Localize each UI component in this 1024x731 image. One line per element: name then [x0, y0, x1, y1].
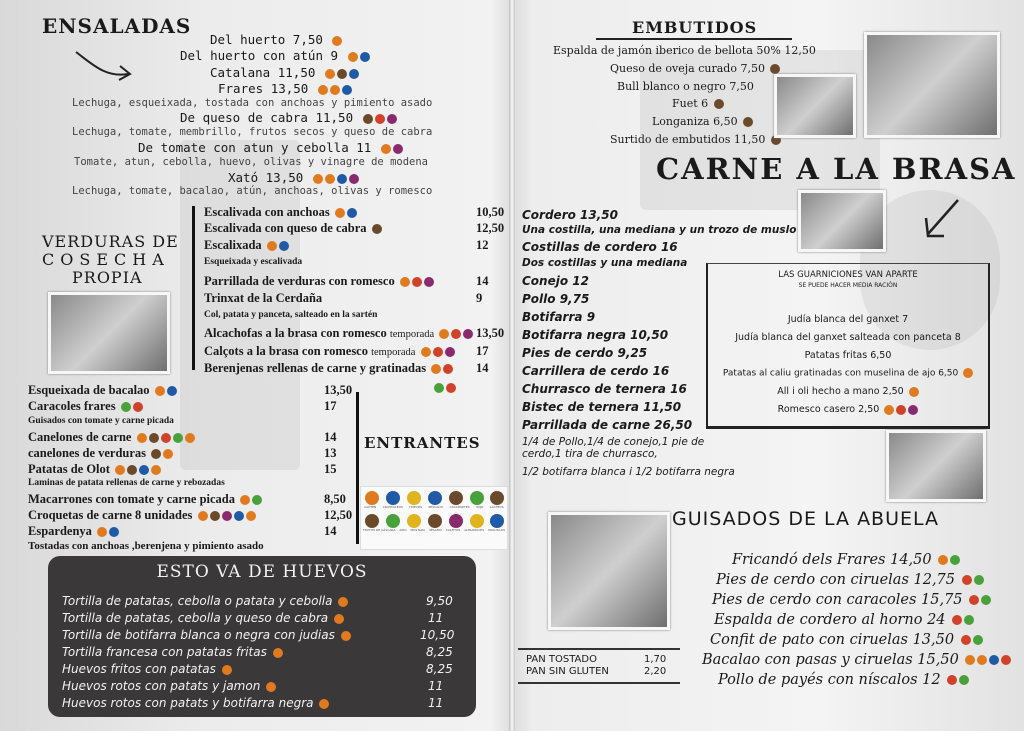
guisados-item: Fricandó dels Frares 14,50 — [732, 552, 960, 568]
guarniciones-item: All i oli hecho a mano 2,50 — [708, 386, 988, 397]
allergen-icon — [433, 347, 443, 357]
guisados-title: GUISADOS DE LA ABUELA — [672, 508, 940, 530]
allergen-icon — [412, 277, 422, 287]
allergen-icon — [372, 224, 382, 234]
allergen-label: CACAHUETES — [449, 505, 470, 509]
allergen-icon — [273, 648, 283, 658]
tractor-photo — [48, 292, 170, 374]
ensaladas-item: Frares 13,50 — [218, 81, 352, 96]
entrantes-price: 14 — [324, 524, 337, 538]
embutidos-item: Surtido de embutidos 11,50 — [610, 133, 781, 146]
carne-item: Cordero 13,50 — [522, 208, 619, 222]
allergen-icon — [431, 364, 441, 374]
allergen-icon — [969, 595, 979, 605]
verduras-item: Trinxat de la Cerdaña — [204, 291, 323, 305]
huevos-item: Tortilla de botifarra blanca o negra con judias — [62, 628, 351, 642]
verduras-item: Alcachofas a la brasa con romesco temporada — [204, 326, 473, 341]
entrantes-item: Croquetas de carne 8 unidades — [28, 508, 256, 523]
crustaceos-icon — [386, 491, 400, 505]
verduras-desc: Col, patata y panceta, salteado en la sartén — [204, 310, 378, 320]
huevos-item: Tortilla de patatas, cebolla o patata y cebolla — [62, 594, 348, 608]
allergen-icon — [173, 433, 183, 443]
verduras-desc: Esqueixada y escalivada — [204, 257, 303, 267]
allergen-label: SULFITOS — [445, 528, 461, 532]
entrantes-desc: Laminas de patata rellenas de carne y rebozadas — [28, 478, 225, 488]
entrantes-item: Patatas de Olot — [28, 462, 161, 477]
divider — [518, 648, 680, 650]
carne-item: Botifarra 9 — [522, 310, 596, 324]
carne-item: Bistec de ternera 11,50 — [522, 400, 682, 414]
allergen-icon — [381, 144, 391, 154]
entrantes-title: ENTRANTES — [364, 434, 481, 452]
huevos-price: 10,50 — [420, 628, 455, 642]
allergen-icon — [127, 465, 137, 475]
allergen-icon — [348, 52, 358, 62]
allergen-icon — [222, 665, 232, 675]
verduras-price: 10,50 — [476, 205, 505, 219]
entrantes-item: Espardenya — [28, 524, 119, 539]
allergen-icon — [121, 402, 131, 412]
allergen-icon — [360, 52, 370, 62]
huevos-price: 8,25 — [426, 662, 453, 676]
entrantes-desc: Tostadas con anchoas ,berenjena y pimiento asado — [28, 540, 264, 552]
ensaladas-desc: Lechuga, tomate, membrillo, frutos secos y queso de cabra — [72, 126, 433, 138]
allergen-icon — [210, 511, 220, 521]
carne-item: Costillas de cordero 16 — [522, 240, 678, 254]
guarniciones-item: Judía blanca del ganxet 7 — [787, 314, 909, 325]
allergen-icon — [325, 174, 335, 184]
lacteos-icon — [490, 491, 504, 505]
sulfitos-icon — [449, 514, 463, 528]
allergen-icon — [961, 635, 971, 645]
allergen-icon — [963, 368, 973, 378]
verduras-title-line3: PROPIA — [72, 268, 143, 287]
verduras-price: 12 — [476, 238, 489, 252]
verduras-price: 14 — [476, 361, 489, 375]
allergen-icon — [908, 405, 918, 415]
allergen-icon — [163, 449, 173, 459]
carne-desc: 1/4 de Pollo,1/4 de conejo,1 pie de cerdo,1 tira de churrasco, — [522, 436, 705, 460]
carne-item: Parrillada de carne 26,50 — [522, 418, 693, 432]
allergen-label: SÉSAMO — [429, 528, 442, 532]
ensaladas-desc: Lechuga, esqueixada, tostada con anchoas y pimiento asado — [72, 97, 433, 109]
altramuces-icon — [470, 514, 484, 528]
allergen-icon — [938, 555, 948, 565]
carne-desc: 1/2 botifarra blanca i 1/2 botifarra negra — [522, 466, 735, 478]
verduras-title-line2: COSECHA — [42, 250, 170, 269]
allergen-icon — [139, 465, 149, 475]
village-photo — [798, 190, 886, 252]
verduras-item: Escalivada con anchoas — [204, 205, 357, 220]
sesamo-icon — [428, 514, 442, 528]
allergen-icon — [714, 99, 724, 109]
allergen-icon — [393, 144, 403, 154]
allergen-icon — [770, 64, 780, 74]
embutidos-item: Fuet 6 — [672, 97, 724, 110]
huevos-board — [48, 556, 476, 717]
entrantes-item: Macarrones con tomate y carne picada — [28, 492, 262, 507]
divider — [356, 392, 359, 544]
guarniciones-item: Judía blanca del ganxet salteada con panceta 8 — [735, 332, 961, 343]
huevos-item: Huevos rotos con patats y botifarra negra — [62, 696, 329, 710]
allergen-icon — [185, 433, 195, 443]
carne-item: Conejo 12 — [522, 274, 589, 288]
allergen-label: LÁCTEOS — [489, 505, 504, 509]
embutidos-item: Queso de oveja curado 7,50 — [610, 62, 780, 75]
soja-icon — [470, 491, 484, 505]
allergen-icon — [896, 405, 906, 415]
allergen-icon — [349, 69, 359, 79]
market-photo — [886, 430, 986, 502]
allergen-icon — [743, 117, 753, 127]
entrantes-price: 13 — [324, 446, 337, 460]
guisados-item: Espalda de cordero al horno 24 — [714, 612, 974, 628]
ensaladas-item: De queso de cabra 11,50 — [180, 110, 397, 125]
carne-desc: Una costilla, una mediana y un trozo de muslo — [522, 224, 797, 236]
pan-price: 2,20 — [644, 666, 667, 677]
allergen-icon — [109, 527, 119, 537]
verduras-item: Berenjenas rellenas de carne y gratinadas — [204, 361, 453, 376]
huevos-item: Tortilla de patatas, cebolla y queso de cabra — [62, 611, 344, 625]
guarniciones-box — [706, 263, 990, 429]
ensaladas-item: Del huerto con atún 9 — [180, 48, 370, 63]
entrantes-price: 17 — [324, 399, 337, 413]
guarniciones-item: Romesco casero 2,50 — [708, 404, 988, 415]
entrantes-item: Esqueixada de bacalao — [28, 383, 177, 398]
allergen-label: HUEVOS — [409, 505, 423, 509]
allergen-label: PESCADO — [428, 505, 443, 509]
allergen-icon — [421, 347, 431, 357]
entrantes-desc: Guisados con tomate y carne picada — [28, 416, 174, 426]
allergen-icon — [198, 511, 208, 521]
allergen-icon — [342, 85, 352, 95]
allergen-icon — [439, 329, 449, 339]
allergen-icon — [222, 511, 232, 521]
allergen-icon — [424, 277, 434, 287]
arrow-icon — [72, 44, 136, 84]
embutidos-item: Espalda de jamón iberico de bellota 50% 12,50 — [553, 44, 816, 57]
allergen-label: MOLUSCOS — [488, 528, 505, 532]
verduras-item: Parrillada de verduras con romesco — [204, 274, 434, 289]
allergen-icon — [279, 241, 289, 251]
guisados-item: Pollo de payés con níscalos 12 — [718, 672, 969, 688]
allergen-icon — [964, 615, 974, 625]
allergen-icon — [349, 174, 359, 184]
ensaladas-desc: Lechuga, tomate, bacalao, atún, anchoas, olivas y romesco — [72, 185, 433, 197]
huevos-item: Huevos fritos con patatas — [62, 662, 232, 676]
allergen-icon — [446, 383, 456, 393]
allergen-icon — [267, 241, 277, 251]
allergen-icon — [332, 36, 342, 46]
pan-item: PAN TOSTADO — [526, 654, 597, 665]
allergen-legend — [360, 486, 508, 550]
gluten-icon — [365, 491, 379, 505]
allergen-icon — [234, 511, 244, 521]
allergen-icons — [432, 377, 456, 396]
allergen-icon — [965, 655, 975, 665]
allergen-icon — [115, 465, 125, 475]
allergen-icon — [240, 495, 250, 505]
allergen-icon — [318, 85, 328, 95]
carne-item: Churrasco de ternera 16 — [522, 382, 687, 396]
mostaza-icon — [407, 514, 421, 528]
huevos-price: 11 — [428, 696, 444, 710]
verduras-price: 14 — [476, 274, 489, 288]
allergen-icon — [319, 699, 329, 709]
allergen-icon — [266, 682, 276, 692]
page-fold — [509, 0, 515, 731]
allergen-icon — [161, 433, 171, 443]
allergen-icon — [909, 387, 919, 397]
allergen-icon — [981, 595, 991, 605]
allergen-icon — [443, 364, 453, 374]
cacahuetes-icon — [449, 491, 463, 505]
grandmother-photo — [548, 512, 670, 630]
frutos-cascara-icon — [365, 514, 379, 528]
divider — [596, 38, 792, 40]
pan-price: 1,70 — [644, 654, 667, 665]
allergen-icon — [950, 555, 960, 565]
allergen-icon — [952, 615, 962, 625]
verduras-item: Escalixada — [204, 238, 289, 253]
allergen-icon — [155, 386, 165, 396]
allergen-icon — [338, 597, 348, 607]
allergen-icon — [330, 85, 340, 95]
allergen-icon — [445, 347, 455, 357]
ensaladas-item: Del huerto 7,50 — [210, 32, 342, 47]
allergen-icon — [959, 675, 969, 685]
apio-icon — [386, 514, 400, 528]
huevos-price: 11 — [428, 679, 444, 693]
allergen-label: SOJA — [476, 505, 484, 509]
allergen-label: FRUTOS DE CÁSCARA — [362, 528, 396, 532]
allergen-icon — [246, 511, 256, 521]
allergen-icon — [151, 465, 161, 475]
carne-item: Pies de cerdo 9,25 — [522, 346, 648, 360]
allergen-icon — [977, 655, 987, 665]
verduras-price: 13,50 — [476, 326, 505, 340]
allergen-icon — [347, 208, 357, 218]
allergen-icon — [973, 635, 983, 645]
family-photo — [864, 32, 1000, 138]
huevos-item: Tortilla francesa con patatas fritas — [62, 645, 283, 659]
allergen-icon — [947, 675, 957, 685]
entrantes-price: 8,50 — [324, 492, 346, 506]
allergen-icon — [363, 114, 373, 124]
allergen-icon — [974, 575, 984, 585]
allergen-icon — [1001, 655, 1011, 665]
carne-item: Botifarra negra 10,50 — [522, 328, 669, 342]
allergen-icon — [337, 174, 347, 184]
divider — [518, 682, 680, 684]
entrantes-price: 14 — [324, 430, 337, 444]
allergen-icon — [151, 449, 161, 459]
huevos-price: 9,50 — [426, 594, 453, 608]
allergen-icon — [137, 433, 147, 443]
embutidos-title: EMBUTIDOS — [632, 18, 758, 37]
carne-item: Pollo 9,75 — [522, 292, 590, 306]
ensaladas-item: Catalana 11,50 — [210, 65, 359, 80]
allergen-label: CRUSTÁCEOS — [382, 505, 403, 509]
verduras-price: 12,50 — [476, 221, 505, 235]
allergen-icon — [989, 655, 999, 665]
huevos-title: ESTO VA DE HUEVOS — [156, 562, 368, 582]
carne-title: CARNE A LA BRASA — [656, 152, 1017, 186]
verduras-price: 17 — [476, 344, 489, 358]
allergen-icon — [313, 174, 323, 184]
allergen-icon — [962, 575, 972, 585]
entrantes-item: Canelones de carne — [28, 430, 195, 445]
allergen-icon — [451, 329, 461, 339]
pan-item: PAN SIN GLUTEN — [526, 666, 609, 677]
huevos-icon — [407, 491, 421, 505]
allergen-label: APIO — [399, 528, 407, 532]
allergen-icon — [133, 402, 143, 412]
allergen-icon — [434, 383, 444, 393]
allergen-label: GLUTEN — [364, 505, 377, 509]
verduras-price: 9 — [476, 291, 483, 305]
verduras-item: Calçots a la brasa con romesco temporada — [204, 344, 455, 359]
ensaladas-item: Xató 13,50 — [228, 170, 359, 185]
carne-desc: Dos costillas y una mediana — [522, 257, 688, 269]
allergen-icon — [463, 329, 473, 339]
allergen-icon — [387, 114, 397, 124]
moluscos-icon — [490, 514, 504, 528]
allergen-icon — [884, 405, 894, 415]
guisados-item: Bacalao con pasas y ciruelas 15,50 — [702, 652, 1011, 668]
allergen-icon — [149, 433, 159, 443]
huevos-item: Huevos rotos con patats y jamon — [62, 679, 276, 693]
allergen-icon — [325, 69, 335, 79]
entrantes-item: Caracoles frares — [28, 399, 143, 414]
allergen-label: MOSTAZA — [410, 528, 426, 532]
allergen-icon — [375, 114, 385, 124]
allergen-icon — [97, 527, 107, 537]
verduras-title-line1: VERDURAS DE — [42, 232, 179, 251]
embutidos-item: Bull blanco o negro 7,50 — [617, 80, 754, 93]
verduras-item: Escalivada con queso de cabra — [204, 221, 382, 236]
divider — [192, 206, 195, 370]
guisados-item: Pies de cerdo con ciruelas 12,75 — [716, 572, 984, 588]
allergen-icon — [400, 277, 410, 287]
guarniciones-subtitle: SE PUEDE HACER MEDIA RACIÓN — [798, 282, 898, 289]
guarniciones-title: LAS GUARNICIONES VAN APARTE — [778, 270, 918, 280]
entrantes-price: 15 — [324, 462, 337, 476]
ensaladas-desc: Tomate, atun, cebolla, huevo, olivas y vinagre de modena — [74, 156, 429, 168]
guarniciones-item: Patatas al caliu gratinadas con muselina de ajo 6,50 — [708, 368, 988, 379]
pescado-icon — [428, 491, 442, 505]
entrantes-price: 13,50 — [324, 383, 353, 397]
guarniciones-item: Patatas fritas 6,50 — [804, 350, 892, 361]
allergen-icon — [252, 495, 262, 505]
huevos-price: 8,25 — [426, 645, 453, 659]
carne-item: Carrillera de cerdo 16 — [522, 364, 670, 378]
huevos-price: 11 — [428, 611, 444, 625]
pig-photo — [774, 74, 856, 138]
embutidos-item: Longaniza 6,50 — [652, 115, 753, 128]
allergen-icon — [334, 614, 344, 624]
guisados-item: Confit de pato con ciruelas 13,50 — [710, 632, 983, 648]
ensaladas-title: ENSALADAS — [42, 14, 192, 38]
allergen-icon — [167, 386, 177, 396]
allergen-label: ALTRAMUCES — [464, 528, 485, 532]
entrantes-price: 12,50 — [324, 508, 353, 522]
allergen-icon — [337, 69, 347, 79]
entrantes-item: canelones de verduras — [28, 446, 173, 461]
arrow-icon — [920, 196, 964, 242]
guisados-item: Pies de cerdo con caracoles 15,75 — [712, 592, 991, 608]
ensaladas-item: De tomate con atun y cebolla 11 — [138, 140, 403, 155]
allergen-icon — [335, 208, 345, 218]
allergen-icon — [341, 631, 351, 641]
